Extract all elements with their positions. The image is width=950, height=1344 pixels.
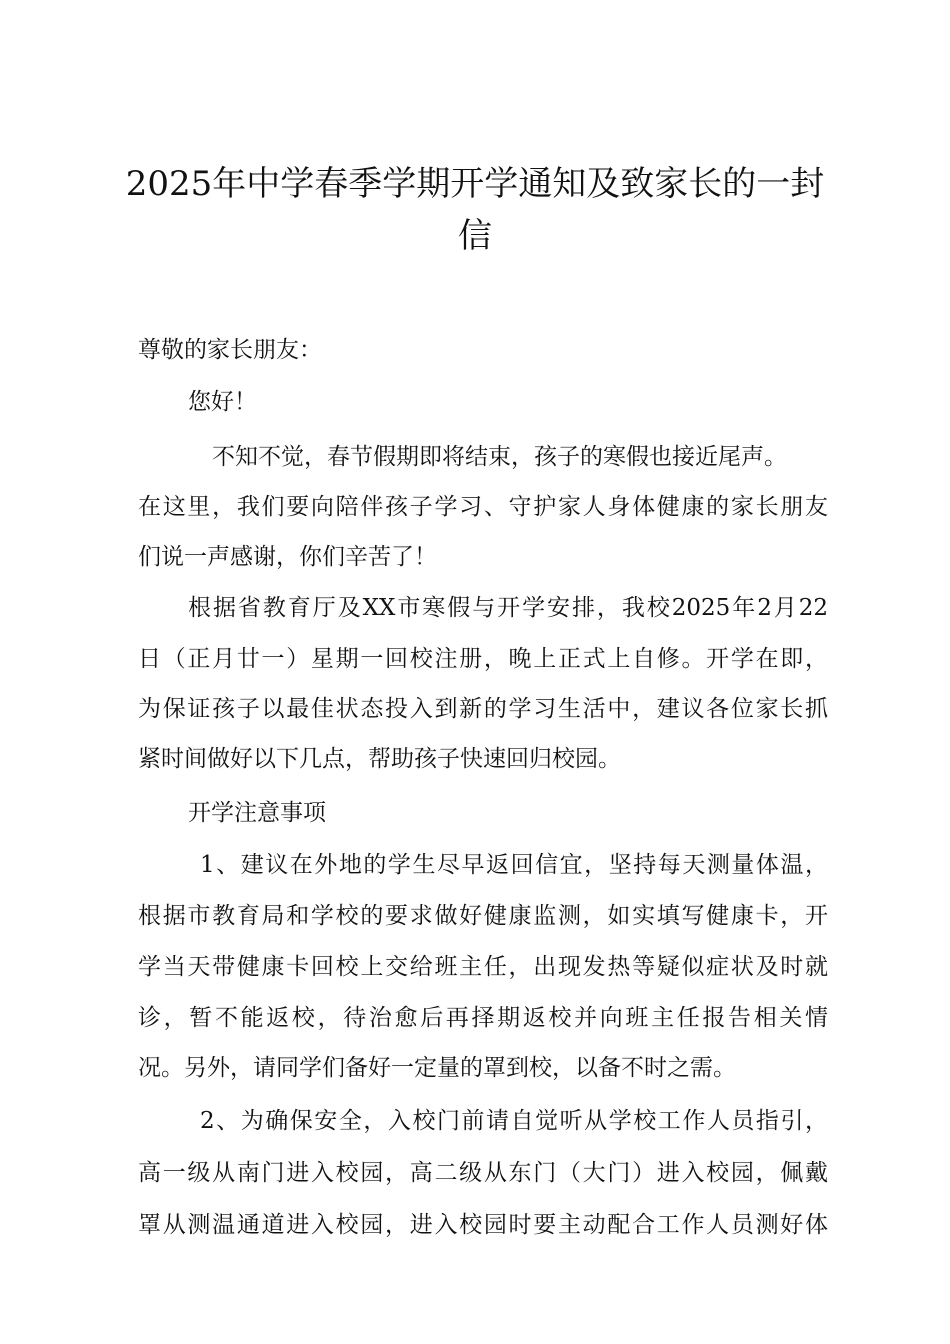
item-2-line-1: 2、为确保安全，入校门前请自觉听从学校工作人员指引， xyxy=(200,1108,828,1134)
paragraph-1-line-2: 在这里，我们要向陪伴孩子学习、守护家人身体健康的家长朋友 xyxy=(138,494,828,520)
item-1-line-2: 根据市教育局和学校的要求做好健康监测，如实填写健康卡，开 xyxy=(138,903,828,929)
paragraph-2-line-4: 紧时间做好以下几点，帮助孩子快速回归校园。 xyxy=(138,746,621,772)
item-1-line-4: 诊，暂不能返校，待治愈后再择期返校并向班主任报告相关情 xyxy=(138,1005,828,1031)
item-2-line-3: 罩从测温通道进入校园，进入校园时要主动配合工作人员测好体 xyxy=(138,1212,828,1238)
item-1-line-1: 1、建议在外地的学生尽早返回信宜，坚持每天测量体温， xyxy=(200,852,828,878)
paragraph-2-line-3: 为保证孩子以最佳状态投入到新的学习生活中，建议各位家长抓 xyxy=(138,696,828,722)
item-1-line-5: 况。另外，请同学们备好一定量的罩到校，以备不时之需。 xyxy=(138,1055,736,1081)
paragraph-2-line-1: 根据省教育厅及XX市寒假与开学安排，我校2025年2月22 xyxy=(188,595,828,621)
document-title-line-2: 信 xyxy=(458,216,492,256)
section-heading: 开学注意事项 xyxy=(188,800,326,826)
paragraph-2-line-2: 日（正月廿一）星期一回校注册，晚上正式上自修。开学在即， xyxy=(138,646,828,672)
item-2-line-2: 高一级从南门进入校园，高二级从东门（大门）进入校园，佩戴 xyxy=(138,1160,828,1186)
item-1-line-3: 学当天带健康卡回校上交给班主任，出现发热等疑似症状及时就 xyxy=(138,954,828,980)
greeting: 您好！ xyxy=(188,389,257,415)
salutation: 尊敬的家长朋友： xyxy=(138,337,322,363)
document-title-line-1: 2025年中学春季学期开学通知及致家长的一封 xyxy=(125,164,825,204)
paragraph-1-line-1: 不知不觉，春节假期即将结束，孩子的寒假也接近尾声。 xyxy=(212,444,787,470)
paragraph-1-line-3: 们说一声感谢，你们辛苦了！ xyxy=(138,544,437,570)
